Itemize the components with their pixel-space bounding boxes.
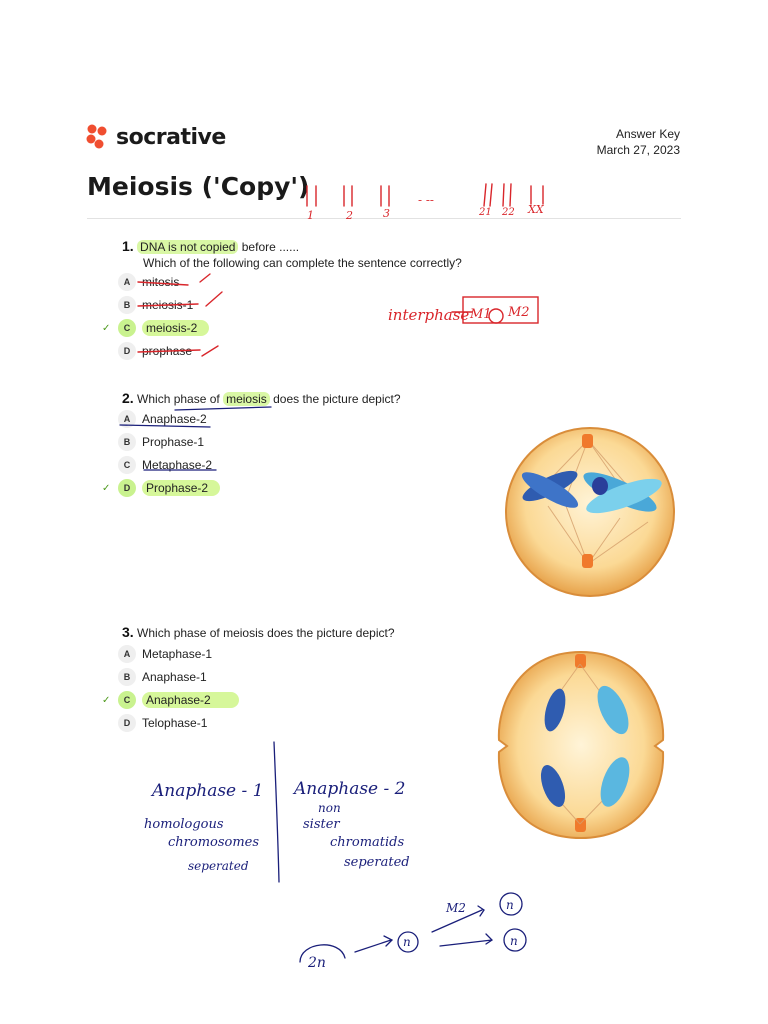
m2-arrow-label: M2 xyxy=(446,901,466,915)
m2-label: M2 xyxy=(508,305,530,320)
anaphase1-note-1: homologous xyxy=(144,817,224,832)
question-text: before ...... xyxy=(238,240,300,254)
m1-label: M1 xyxy=(470,307,492,322)
option-d[interactable] xyxy=(118,713,239,733)
option-letter: C xyxy=(118,456,136,474)
circle-n-label-2: n xyxy=(506,898,514,912)
option-a[interactable] xyxy=(118,644,239,664)
option-letter: A xyxy=(118,645,136,663)
option-a[interactable] xyxy=(118,272,209,292)
option-text: meiosis-1 xyxy=(142,298,194,312)
option-c[interactable] xyxy=(102,318,209,338)
circle-2n-label: 2n xyxy=(308,955,326,971)
option-text: mitosis xyxy=(142,275,180,289)
option-text: prophase xyxy=(142,344,193,358)
anaphase2-note-3: seperated xyxy=(344,855,410,870)
socrative-logo xyxy=(86,124,226,150)
question-subtext: Which of the following can complete the sentence correctly? xyxy=(143,256,462,270)
option-letter: B xyxy=(118,433,136,451)
option-letter: D xyxy=(118,714,136,732)
option-a[interactable] xyxy=(118,409,220,429)
question-number: 1. xyxy=(122,238,134,254)
option-letter: D xyxy=(118,479,136,497)
doc-date: March 27, 2023 xyxy=(596,143,680,157)
question-number: 2. xyxy=(122,390,134,406)
pair-2: 2 xyxy=(346,209,353,222)
pair-22: 22 xyxy=(502,207,515,218)
option-letter: B xyxy=(118,668,136,686)
question-text: Which phase of meiosis does the picture depict? xyxy=(137,626,395,640)
option-d[interactable] xyxy=(102,478,220,498)
option-b[interactable] xyxy=(118,295,209,315)
option-text: Metaphase-2 xyxy=(142,458,213,472)
option-b[interactable] xyxy=(118,432,220,452)
doc-type: Answer Key xyxy=(615,127,680,141)
question-2 xyxy=(122,390,401,407)
option-c[interactable] xyxy=(102,690,239,710)
pair-1: 1 xyxy=(307,209,314,222)
pair-21: 21 xyxy=(479,207,492,218)
option-letter: B xyxy=(118,296,136,314)
question-number: 3. xyxy=(122,624,134,640)
options-q2 xyxy=(102,409,220,498)
anaphase-cell-image xyxy=(495,648,667,842)
option-letter: C xyxy=(118,319,136,337)
option-text: Anaphase-1 xyxy=(142,670,207,684)
option-text: Anaphase-2 xyxy=(142,692,239,708)
option-text: Metaphase-1 xyxy=(142,647,213,661)
option-text: meiosis-2 xyxy=(142,320,209,336)
circle-n-label-3: n xyxy=(510,934,518,948)
socrative-logo-icon xyxy=(86,124,108,150)
pair-3: 3 xyxy=(383,207,390,220)
option-letter: A xyxy=(118,410,136,428)
option-d[interactable] xyxy=(118,341,209,361)
question-1 xyxy=(122,238,462,271)
option-letter: C xyxy=(118,691,136,709)
option-b[interactable] xyxy=(118,667,239,687)
page-title: Meiosis ('Copy') xyxy=(87,172,310,201)
title-divider xyxy=(87,218,681,219)
check-icon: ✓ xyxy=(102,482,111,494)
check-icon: ✓ xyxy=(102,694,111,706)
question-text-post: does the picture depict? xyxy=(269,392,401,406)
option-text: Anaphase-2 xyxy=(142,412,207,426)
option-text: Prophase-2 xyxy=(142,480,220,496)
anaphase1-label: Anaphase - 1 xyxy=(152,781,264,801)
pair-xx: XX xyxy=(528,203,544,216)
logo-text: socrative xyxy=(116,124,226,150)
options-q1 xyxy=(102,272,209,361)
question-3 xyxy=(122,624,395,641)
pair-dash: - -- xyxy=(418,193,434,207)
anaphase2-note-2: chromatids xyxy=(330,835,405,850)
header-meta xyxy=(597,126,680,158)
anaphase1-note-2: chromosomes xyxy=(168,835,260,850)
anaphase2-label: Anaphase - 2 xyxy=(294,779,406,799)
question-text-pre: Which phase of xyxy=(137,392,224,406)
question-highlight: meiosis xyxy=(223,392,270,406)
question-highlight: DNA is not copied xyxy=(137,240,238,254)
anaphase1-note-3: seperated xyxy=(188,859,249,873)
prophase-cell-image xyxy=(500,426,680,598)
circle-n-label-1: n xyxy=(403,935,411,949)
anaphase2-note-0: non xyxy=(318,801,341,815)
check-icon: ✓ xyxy=(102,322,111,334)
anaphase2-note-1: sister xyxy=(303,817,340,832)
option-text: Telophase-1 xyxy=(142,716,208,730)
option-text: Prophase-1 xyxy=(142,435,205,449)
options-q3 xyxy=(102,644,239,733)
option-letter: D xyxy=(118,342,136,360)
interphase-label: interphase xyxy=(388,306,470,324)
option-c[interactable] xyxy=(118,455,220,475)
option-letter: A xyxy=(118,273,136,291)
